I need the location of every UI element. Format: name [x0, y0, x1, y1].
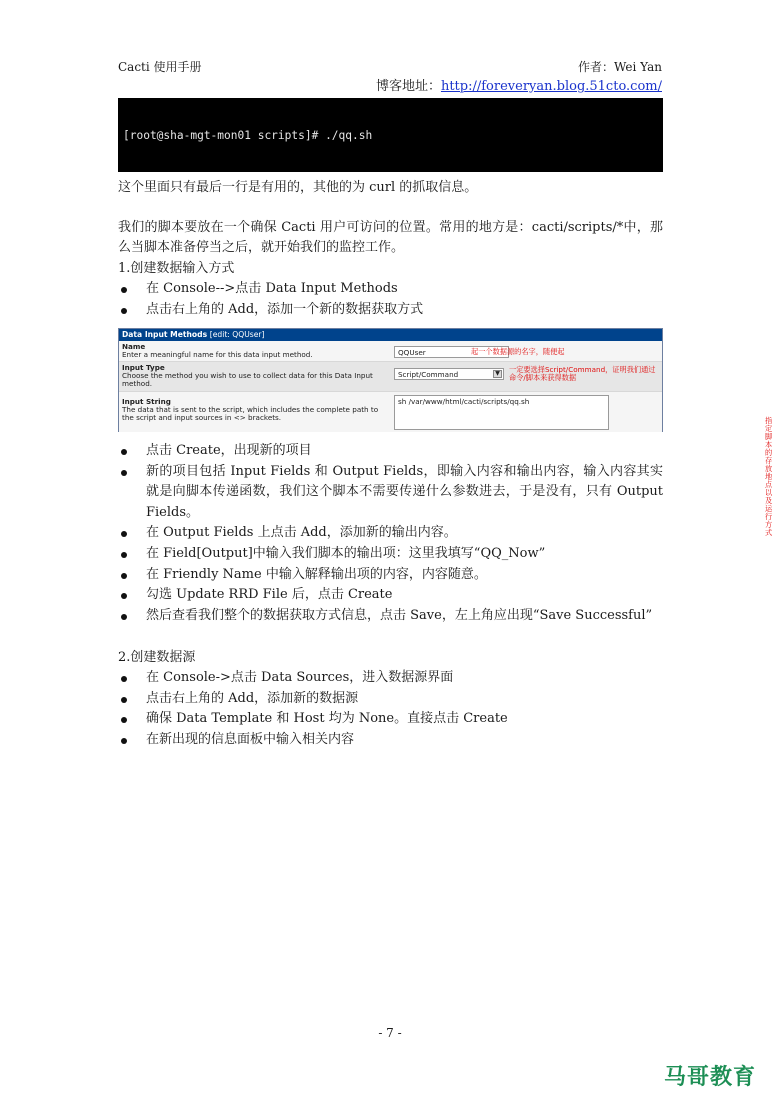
blog-link[interactable]: http://foreveryan.blog.51cto.com/	[440, 79, 662, 94]
section-heading-2: 2.创建数据源	[118, 650, 196, 665]
list-item: 确保 Data Template 和 Host 均为 None。直接点击 Create	[118, 709, 663, 730]
name-label: Name	[122, 342, 146, 351]
bullet-icon	[121, 531, 127, 537]
header-author: 作者：Wei Yan	[578, 60, 662, 74]
list-item: 新的项目包括 Input Fields 和 Output Fields，即输入内容和输出内容，输入内容其实就是向脚本传递函数，我们这个脚本不需要传递什么参数进去，于是没有，只有 Output Fields。	[118, 462, 663, 524]
list-item: 在 Field[Output]中输入我们脚本的输出项：这里我填写“QQ_Now”	[118, 544, 663, 565]
section-heading-1: 1.创建数据输入方式	[118, 261, 235, 276]
string-annotation: 指定脚本的存放地点以及运行方式	[765, 416, 773, 537]
bullet-icon	[121, 552, 127, 558]
blog-label: 博客地址：	[375, 79, 441, 94]
list-item: 在新出现的信息面板中输入相关内容	[118, 730, 663, 751]
page-number: - 7 -	[378, 1026, 402, 1040]
intro-paragraph: 我们的脚本要放在一个确保 Cacti 用户可访问的位置。常用的地方是：cacti/scripts/*中，那么当脚本准备停当之后，就开始我们的监控工作。	[118, 220, 663, 255]
string-label: Input String	[122, 397, 171, 406]
bullet-icon	[121, 593, 127, 599]
bullet-icon	[121, 697, 127, 703]
bullet-icon	[121, 287, 127, 293]
name-row	[119, 341, 662, 362]
terminal-line: [root@sha-mgt-mon01 scripts]# ./qq.sh	[123, 129, 373, 142]
list-item: 勾选 Update RRD File 后，点击 Create	[118, 585, 663, 606]
input-type-select[interactable]: Script/Command ▼	[394, 368, 504, 380]
list-item: 在 Console-->点击 Data Input Methods	[118, 279, 663, 300]
string-desc: The data that is sent to the script, which includes the complete path to the script and input sources in <> brackets.	[122, 405, 379, 422]
input-type-row	[119, 362, 662, 392]
bullet-list-2	[118, 441, 663, 626]
note-paragraph: 这个里面只有最后一行是有用的，其他的为 curl 的抓取信息。	[118, 180, 478, 195]
input-string-field[interactable]: sh /var/www/html/cacti/scripts/qq.sh 指定脚本的存放地点以及运行方式	[394, 395, 609, 430]
bullet-list-1	[118, 279, 663, 320]
list-item: 在 Friendly Name 中输入解释输出项的内容，内容随意。	[118, 565, 663, 586]
type-annotation: 一定要选择Script/Command，证明我们通过命令/脚本来获得数据	[509, 365, 656, 382]
terminal-output	[118, 98, 663, 172]
bullet-icon	[121, 449, 127, 455]
list-item: 点击右上角的 Add，添加新的数据源	[118, 689, 663, 710]
bullet-icon	[121, 470, 127, 476]
brand-logo: 马哥教育	[663, 1065, 756, 1090]
list-item: 在 Console->点击 Data Sources，进入数据源界面	[118, 668, 663, 689]
bullet-icon	[121, 738, 127, 744]
list-item: 然后查看我们整个的数据获取方式信息，点击 Save，左上角应出现“Save Successful”	[118, 606, 663, 627]
type-label: Input Type	[122, 363, 165, 372]
list-item: 点击右上角的 Add，添加一个新的数据获取方式	[118, 300, 663, 321]
bullet-icon	[121, 614, 127, 620]
header-blog	[376, 75, 662, 94]
panel-title: Data Input Methods [edit: QQUser]	[119, 329, 662, 341]
header-title: Cacti 使用手册	[118, 60, 202, 74]
bullet-icon	[121, 676, 127, 682]
bullet-list-3	[118, 668, 663, 750]
bullet-icon	[121, 308, 127, 314]
name-input[interactable]: QQUser	[394, 346, 509, 358]
name-annotation: 起一个数据源的名字，随便起	[471, 347, 565, 356]
name-desc: Enter a meaningful name for this data input method.	[122, 350, 313, 359]
list-item: 在 Output Fields 上点击 Add，添加新的输出内容。	[118, 523, 663, 544]
type-desc: Choose the method you wish to use to collect data for this Data Input method.	[122, 371, 373, 388]
chevron-down-icon[interactable]: ▼	[493, 370, 502, 378]
bullet-icon	[121, 717, 127, 723]
list-item: 点击 Create，出现新的项目	[118, 441, 663, 462]
bullet-icon	[121, 573, 127, 579]
